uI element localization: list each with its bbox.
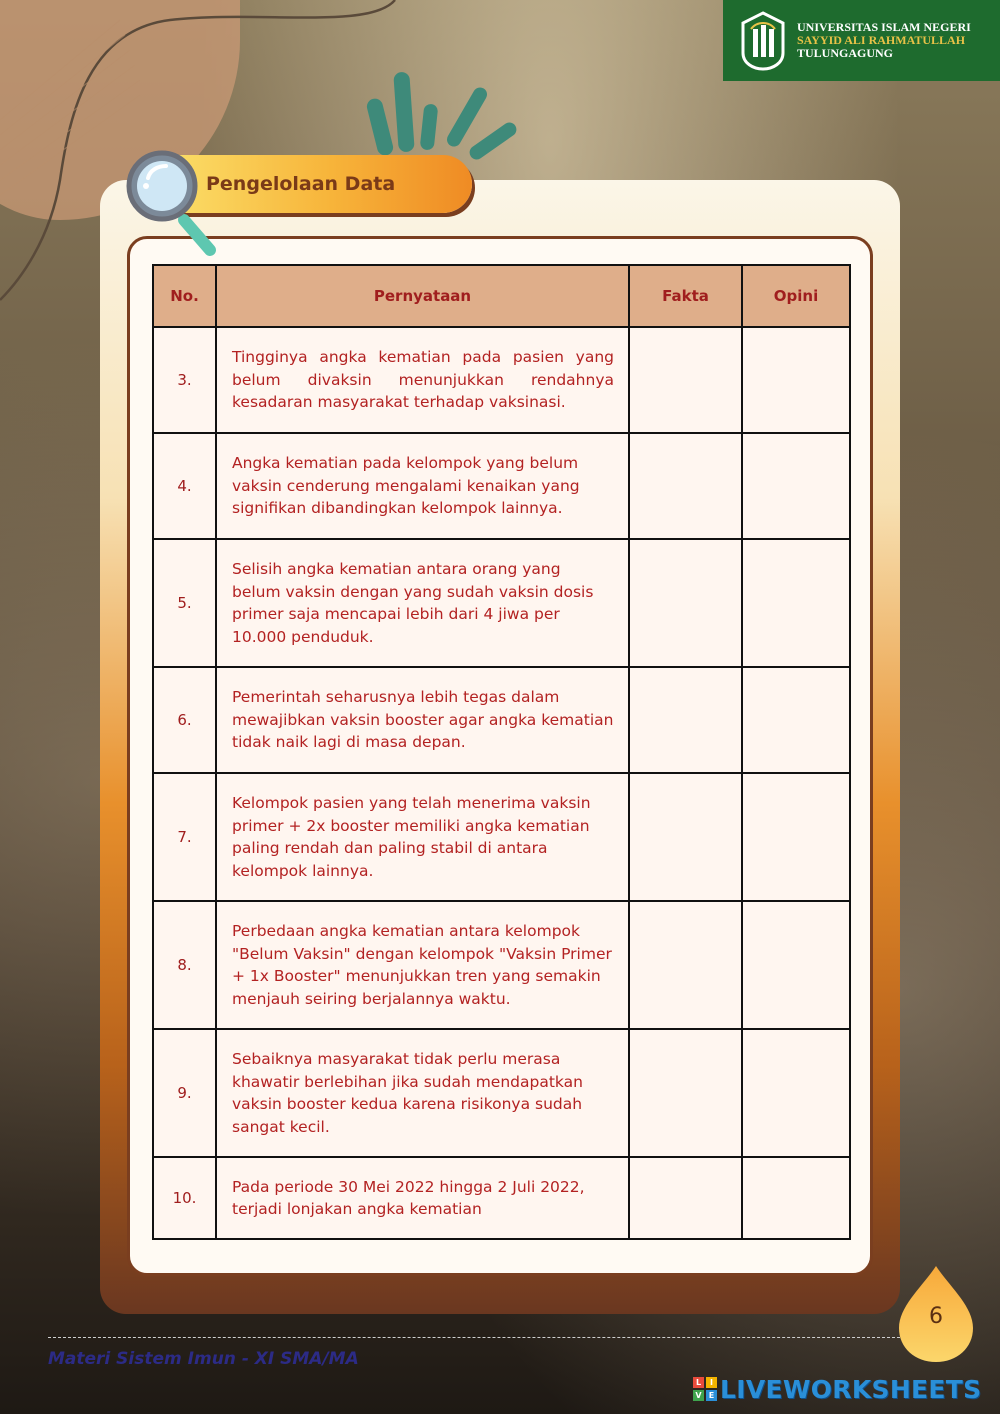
fakta-answer-cell[interactable]	[629, 327, 742, 433]
footer-title: Materi Sistem Imun - XI SMA/MA	[48, 1349, 359, 1369]
fakta-answer-cell[interactable]	[629, 539, 742, 667]
university-name-line1: UNIVERSITAS ISLAM NEGERI	[797, 20, 971, 34]
row-number: 7.	[153, 773, 216, 901]
row-number: 4.	[153, 433, 216, 539]
row-number: 3.	[153, 327, 216, 433]
opini-answer-cell[interactable]	[742, 773, 850, 901]
table-row	[153, 1029, 850, 1157]
statement-text: Selisih angka kematian antara orang yang belum vaksin dengan yang sudah vaksin dosis primer saja mencapai lebih dari 4 jiwa per 10.000 penduduk.	[216, 539, 629, 667]
footer-divider	[48, 1337, 900, 1338]
statement-text: Kelompok pasien yang telah menerima vaksin primer + 2x booster memiliki angka kematian paling rendah dan paling stabil di antara kelompok lainnya.	[216, 773, 629, 901]
section-title: Pengelolaan Data	[206, 173, 396, 195]
table-row	[153, 433, 850, 539]
header-opini: Opini	[742, 265, 850, 327]
table-row	[153, 901, 850, 1029]
university-emblem-icon	[739, 11, 787, 71]
table-row	[153, 773, 850, 901]
table-row	[153, 539, 850, 667]
opini-answer-cell[interactable]	[742, 539, 850, 667]
row-number: 9.	[153, 1029, 216, 1157]
liveworksheets-text: LIVEWORKSHEETS	[720, 1374, 982, 1404]
statement-text: Tingginya angka kematian pada pasien yang belum divaksin menunjukkan rendahnya kesadaran masyarakat terhadap vaksinasi.	[216, 327, 629, 433]
opini-answer-cell[interactable]	[742, 1029, 850, 1157]
fakta-answer-cell[interactable]	[629, 901, 742, 1029]
row-number: 10.	[153, 1157, 216, 1239]
fakta-answer-cell[interactable]	[629, 773, 742, 901]
page-number: 6	[929, 1304, 943, 1329]
statement-text: Pemerintah seharusnya lebih tegas dalam mewajibkan vaksin booster agar angka kematian tidak naik lagi di masa depan.	[216, 667, 629, 773]
statement-text: Sebaiknya masyarakat tidak perlu merasa khawatir berlebihan jika sudah mendapatkan vaksin booster kedua karena risikonya sudah sangat kecil.	[216, 1029, 629, 1157]
fakta-answer-cell[interactable]	[629, 667, 742, 773]
statement-text: Angka kematian pada kelompok yang belum vaksin cenderung mengalami kenaikan yang signifikan dibandingkan kelompok lainnya.	[216, 433, 629, 539]
row-number: 6.	[153, 667, 216, 773]
opini-answer-cell[interactable]	[742, 667, 850, 773]
header-no: No.	[153, 265, 216, 327]
liveworksheets-logo	[693, 1372, 981, 1406]
university-logo	[723, 0, 1000, 81]
opini-answer-cell[interactable]	[742, 901, 850, 1029]
opini-answer-cell[interactable]	[742, 433, 850, 539]
header-pernyataan: Pernyataan	[216, 265, 629, 327]
liveworksheets-blocks-icon: L I V E	[693, 1377, 717, 1401]
table-row	[153, 667, 850, 773]
opini-answer-cell[interactable]	[742, 1157, 850, 1239]
table-row	[153, 1157, 850, 1239]
magnifier-icon	[122, 148, 222, 258]
statement-text: Pada periode 30 Mei 2022 hingga 2 Juli 2022, terjadi lonjakan angka kematian	[216, 1157, 629, 1239]
row-number: 5.	[153, 539, 216, 667]
statement-text: Perbedaan angka kematian antara kelompok "Belum Vaksin" dengan kelompok "Vaksin Primer + 1x Booster" menunjukkan tren yang semakin menjauh seiring berjalannya waktu.	[216, 901, 629, 1029]
fakta-answer-cell[interactable]	[629, 433, 742, 539]
row-number: 8.	[153, 901, 216, 1029]
university-name-line3: TULUNGAGUNG	[797, 46, 894, 60]
university-name-line2: SAYYID ALI RAHMATULLAH	[797, 33, 966, 47]
opini-answer-cell[interactable]	[742, 327, 850, 433]
table-row	[153, 327, 850, 433]
fakta-answer-cell[interactable]	[629, 1157, 742, 1239]
table-header-row	[153, 265, 850, 327]
header-fakta: Fakta	[629, 265, 742, 327]
statement-table	[152, 264, 851, 1240]
fakta-answer-cell[interactable]	[629, 1029, 742, 1157]
